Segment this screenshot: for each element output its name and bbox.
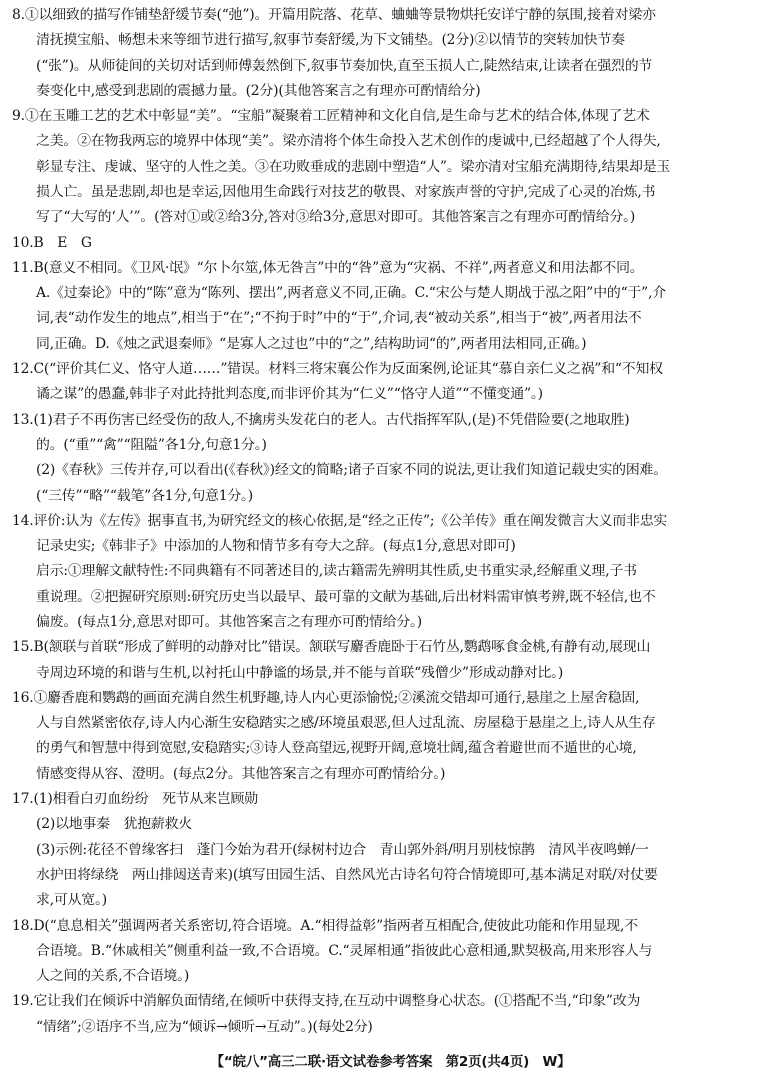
text-line: 的。(“重”“禽”“阻隘”各1分,句意1分。) (36, 436, 267, 453)
answer-item-18 (12, 914, 762, 990)
text-line: (3)示例:花径不曾缘客扫 蓬门今始为君开(绿树村边合 青山郭外斜/明月别枝惊鹊 清风半夜鸣蝉/一 (36, 841, 649, 858)
text-line: 11.B(意义不相同。《卫风·氓》“尔卜尔筮,体无咎言”中的“咎”意为“灾祸、不祥”,两者意义和用法都不同。 (12, 259, 644, 276)
text-line: (2)《春秋》三传并存,可以看出(《春秋》)经文的简略;诸子百家不同的说法,更让我们知道记载史实的困难。 (36, 462, 667, 479)
text-line: A.《过秦论》中的“陈”意为“陈列、摆出”,两者意义不同,正确。C.“宋公与楚人期战于泓之阳”中的“于”,介 (36, 285, 666, 302)
text-line: 人与自然紧密依存,诗人内心渐生安稳踏实之感/环境虽艰恶,但人过乱流、房屋稳于悬崖之上,诗人从生存 (36, 715, 656, 732)
text-line: 人之间的关系,不合语境。) (36, 968, 190, 985)
text-line: 10.B E G (12, 234, 92, 251)
answer-item-15 (12, 635, 762, 686)
footer-text: 【“皖八”高三二联·语文试卷参考答案 第2页(共4页) W】 (210, 1054, 571, 1070)
text-line: (“三传”“略”“载笔”各1分,句意1分。) (36, 487, 253, 504)
answer-item-8 (12, 3, 762, 104)
text-line: (2)以地事秦 犹抱薪救火 (36, 816, 192, 833)
answer-item-13 (12, 408, 762, 509)
answer-item-9 (12, 104, 762, 230)
text-line: 重说理。②把握研究原则:研究历史当以最早、最可靠的文献为基础,后出材料需审慎考辨,既不轻信,也不 (36, 588, 656, 605)
text-line: 8.①以细致的描写作铺垫舒缓节奏(“弛”)。开篇用院落、花草、蛐蛐等景物烘托安详宁静的氛围,接着对梁亦 (12, 7, 656, 23)
text-line: 13.(1)君子不再伤害已经受伤的敌人,不擒虏头发花白的老人。古代指挥军队,(是)不凭借险要(之地取胜) (12, 411, 630, 428)
text-line: 清抚摸宝船、畅想未来等细节进行描写,叙事节奏舒缓,为下文铺垫。(2分)②以情节的突转加快节奏 (36, 32, 625, 49)
text-line: 16.①麝香鹿和鹦鹉的画面充满自然生机野趣,诗人内心更添愉悦;②溪流交错却可通行,悬崖之上屋舍稳固, (12, 689, 640, 706)
text-line: 启示:①理解文献特性:不同典籍有不同著述目的,读古籍需先辨明其性质,史书重实录,经解重义理,子书 (36, 563, 637, 580)
text-line: 彰显专注、虔诚、坚守的人性之美。③在功败垂成的悲剧中塑造“人”。梁亦清对宝船充满期待,结果却是玉 (36, 158, 671, 175)
text-line: 12.C(“评价其仁义、恪守人道……”错误。材料三将宋襄公作为反面案例,论证其“慕自亲仁义之祸”和“不知权 (12, 361, 663, 378)
text-line: 谲之谋”的愚蠢,韩非子对此持批判态度,而非评价其为“仁义”“恪守人道”“不懂变通”。) (36, 386, 543, 403)
answer-item-19 (12, 989, 762, 1040)
text-line: 记录史实;《韩非子》中添加的人物和情节多有夸大之辞。(每点1分,意思对即可) (36, 538, 516, 555)
text-line: 寺周边环境的和谐与生机,以衬托山中静谧的场景,并不能与首联“残僧少”形成动静对比。) (36, 664, 564, 681)
text-line: 同,正确。D.《烛之武退秦师》“是寡人之过也”中的“之”,结构助词“的”,两者用法相同,正确。) (36, 335, 587, 352)
text-line: 偏废。(每点1分,意思对即可。其他答案言之有理亦可酌情给分。) (36, 613, 422, 630)
page-footer (0, 1050, 781, 1070)
answer-item-10 (12, 231, 762, 256)
text-line: 17.(1)相看白刃血纷纷 死节从来岂顾勋 (12, 791, 258, 808)
text-line: 合语境。B.“休戚相关”侧重利益一致,不合语境。C.“灵犀相通”指彼此心意相通,默契极高,用来形容人与 (36, 942, 653, 959)
text-line: 19.它让我们在倾诉中消解负面情绪,在倾听中获得支持,在互动中调整身心状态。(①搭配不当,“印象”改为 (12, 993, 641, 1010)
text-line: 的勇气和智慧中得到宽慰,安稳踏实;③诗人登高望远,视野开阔,意境壮阔,蕴含着避世而不遁世的心境, (36, 740, 637, 757)
text-line: 损人亡。虽是悲剧,却也是幸运,因他用生命践行对技艺的敬畏、对家族声誉的守护,完成了心灵的冶炼,书 (36, 184, 656, 200)
answer-item-14 (12, 509, 762, 635)
text-line: 18.D(“息息相关”强调两者关系密切,符合语境。A.“相得益彰”指两者互相配合,使彼此功能和作用显现,不 (12, 917, 638, 934)
answer-item-11 (12, 256, 762, 357)
text-line: 求,可从宽。) (36, 892, 107, 909)
text-line: 之美。②在物我两忘的境界中体现“美”。梁亦清将个体生命投入艺术创作的虔诚中,已经超越了个人得失, (36, 133, 661, 150)
text-line: 词,表“动作发生的地点”,相当于“在”;“不拘于时”中的“于”,介词,表“被动关系”,相当于“被”,两者用法不 (36, 310, 642, 327)
answer-item-17 (12, 787, 762, 913)
text-line: (“张”)。从师徒间的关切对话到师傅轰然倒下,叙事节奏加快,直至玉损人亡,陡然结束,让读者在强烈的节 (36, 57, 653, 74)
text-line: 15.B(颔联与首联“形成了鲜明的动静对比”错误。颔联写麝香鹿卧于石竹丛,鹦鹉啄食金桃,有静有动,展现山 (12, 639, 651, 656)
answer-item-16 (12, 686, 762, 787)
text-line: 情感变得从容、澄明。(每点2分。其他答案言之有理亦可酌情给分。) (36, 765, 446, 782)
text-line: 14.评价:认为《左传》据事直书,为研究经文的核心依据,是“经之正传”;《公羊传》重在阐发微言大义而非忠实 (12, 512, 668, 529)
text-line: 水护田将绿绕 两山排闼送青来)(填写田园生活、自然风光古诗名句符合情境即可,基本满足对联/对仗要 (36, 866, 658, 883)
text-line: 奏变化中,感受到悲剧的震撼力量。(2分)(其他答案言之有理亦可酌情给分) (36, 82, 481, 99)
text-line: 写了“大写的‘人’”。(答对①或②给3分,答对③给3分,意思对即可。其他答案言之有理亦可酌情给分。) (36, 209, 636, 226)
answer-item-12 (12, 357, 762, 408)
text-line: 9.①在玉雕工艺的艺术中彰显“美”。“宝船”凝聚着工匠精神和文化自信,是生命与艺术的结合体,体现了艺术 (12, 108, 650, 125)
text-line: “情绪”;②语序不当,应为“倾诉→倾听→互动”。)(每处2分) (36, 1018, 373, 1035)
